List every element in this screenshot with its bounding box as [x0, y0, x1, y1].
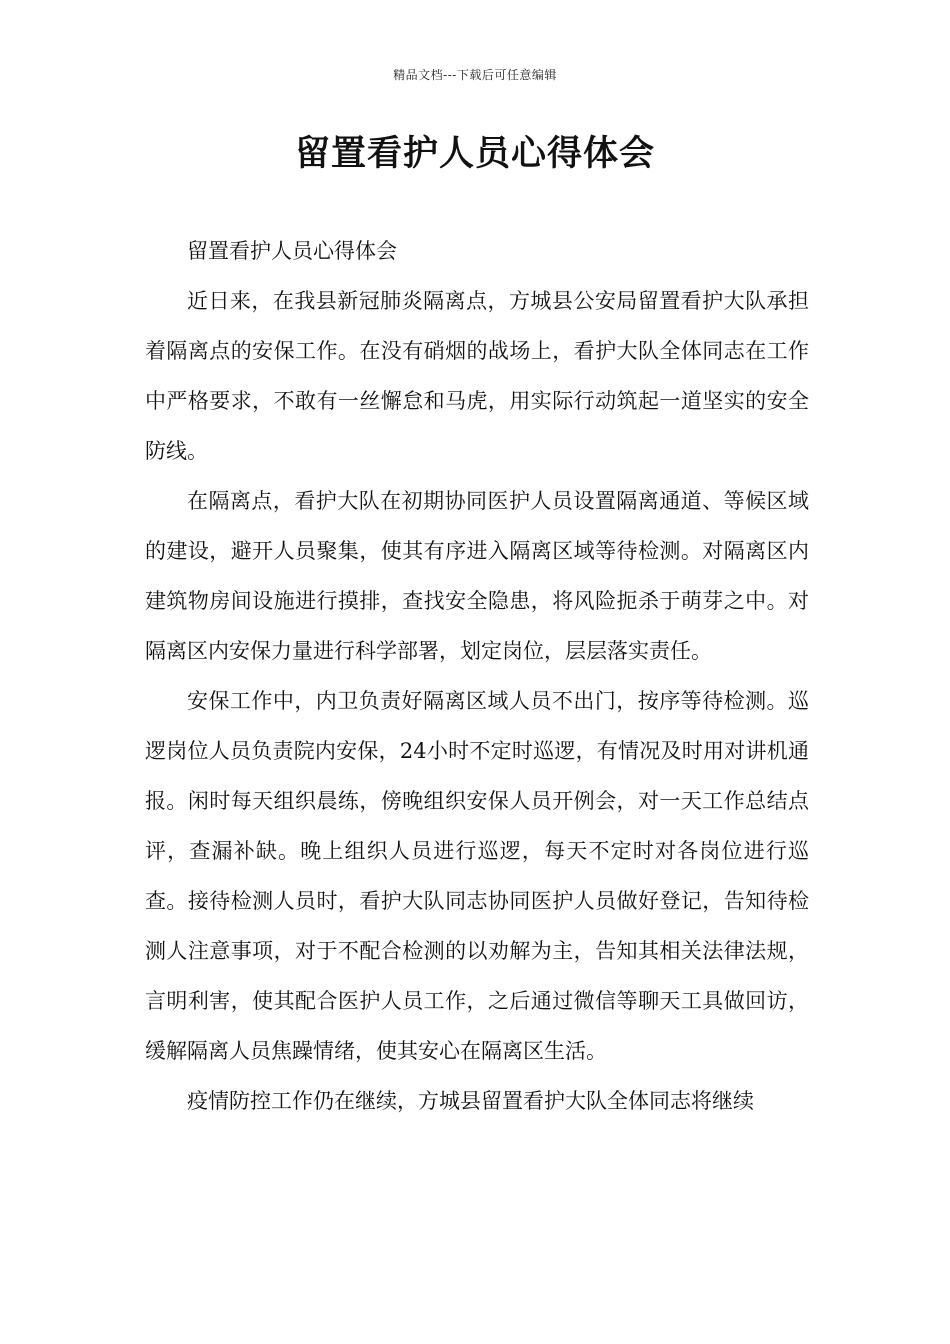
document-title: 留置看护人员心得体会: [294, 133, 655, 174]
paragraph-setup: 在隔离点，看护大队在初期协同医护人员设置隔离通道、等候区域的建设，避开人员聚集，使其有序进入隔离区域等待检测。对隔离区内建筑物房间设施进行摸排，查找安全隐患，将风险扼杀于萌芽之中。对隔离区内安保力量进行科学部署，划定岗位，层层落实责任。: [145, 489, 809, 663]
document-body: [145, 226, 809, 1126]
paragraph-intro: 近日来，在我县新冠肺炎隔离点，方城县公安局留置看护大队承担着隔离点的安保工作。在没有硝烟的战场上，看护大队全体同志在工作中严格要求，不敢有一丝懈怠和马虎，用实际行动筑起一道坚实的安全防线。: [145, 289, 809, 463]
paragraph-continuing: 疫情防控工作仍在继续，方城县留置看护大队全体同志将继续: [187, 1089, 754, 1113]
header-note: 精品文档---下载后可任意编辑: [393, 68, 557, 82]
paragraph-subtitle: 留置看护人员心得体会: [187, 239, 397, 263]
paragraph-security-work: 安保工作中，内卫负责好隔离区域人员不出门，按序等待检测。巡逻岗位人员负责院内安保，24小时不定时巡逻，有情况及时用对讲机通报。闲时每天组织晨练，傍晚组织安保人员开例会，对一天工作总结点评，查漏补缺。晚上组织人员进行巡逻，每天不定时对各岗位进行巡查。接待检测人员时，看护大队同志协同医护人员做好登记，告知待检测人注意事项，对于不配合检测的以劝解为主，告知其相关法律法规，言明利害，使其配合医护人员工作，之后通过微信等聊天工具做回访，缓解隔离人员焦躁情绪，使其安心在隔离区生活。: [145, 689, 809, 1063]
